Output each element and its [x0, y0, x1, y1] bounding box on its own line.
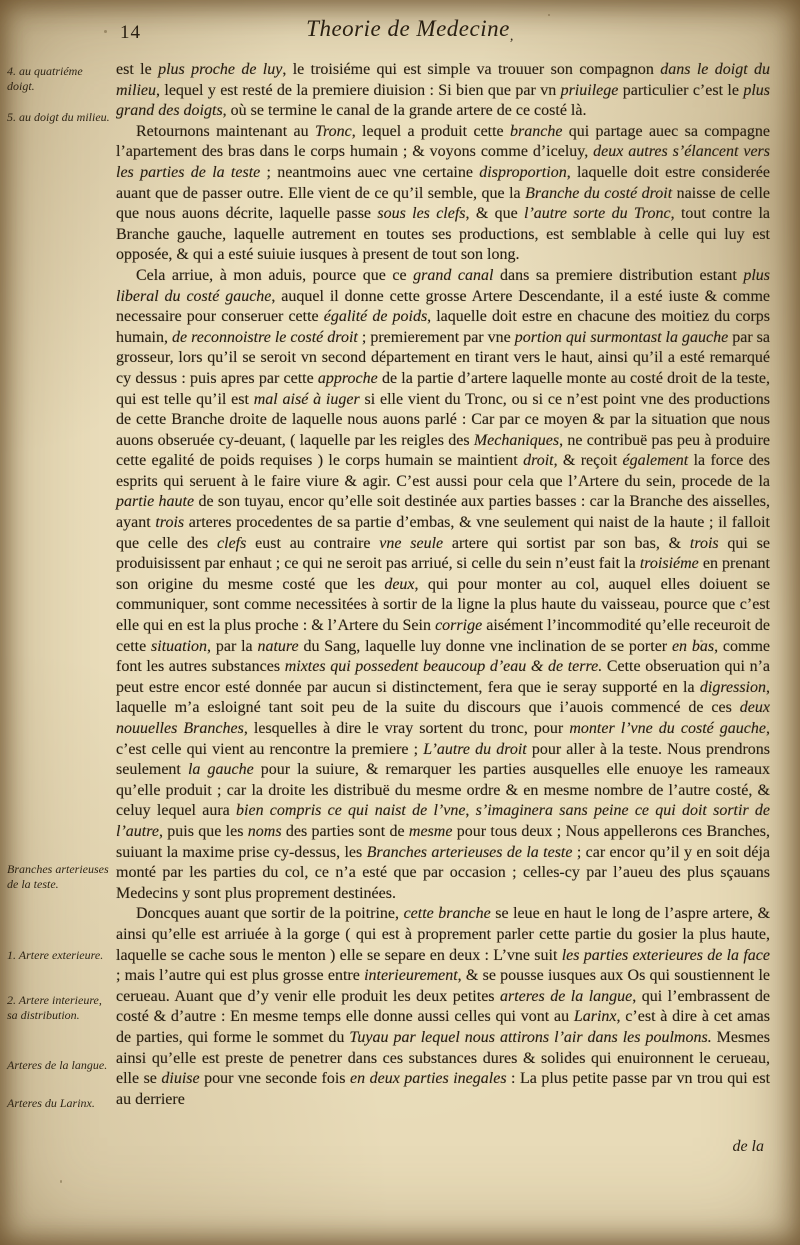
italic-text: nature [257, 637, 299, 655]
roman-text: se leue en haut le long de l’aspre artere, & ainsi qu’elle est arriuée à la gorge ( qui est à proprement parler cette partie du gosier la plus haute, laquelle se cache sous le menton ) elle se separe en deux : L’vne suit [116, 905, 771, 964]
roman-text: Cette obseruation qui n’a peut estre encor esté donnée par aucun si distinctement, fera que ie seray supporté en la [116, 658, 771, 696]
roman-text: , auquel il donne cette grosse Artere Descendante, il a esté iuste & comme necessaire pour conseruer cette [116, 287, 770, 326]
roman-text: Cela arriue, à mon aduis, pource que ce [136, 266, 414, 284]
italic-text: les parties exterieures de la face [561, 946, 770, 964]
italic-text: égalité de poids [323, 308, 428, 326]
roman-text: , lequel a produit cette [351, 122, 510, 140]
italic-text: plus liberal du costé gauche [116, 266, 771, 305]
italic-text: noms [247, 822, 282, 840]
italic-text: deux autres s’élancent vers les parties de la teste [116, 143, 770, 181]
italic-text: la gauche [187, 761, 254, 779]
italic-text: disproportion [479, 163, 567, 181]
roman-text: , laquelle doit estre considerée auant que de passer outre. Elle vient de ce qu’il semble, que la [116, 163, 770, 202]
roman-text: , & que [465, 205, 525, 223]
roman-text: , tout contre la Branche gauche, laquelle autrement en toutes ses productions, est semblable à celle qui luy est opposée, & qui a esté suiuie iusques à present de tout son long. [116, 205, 771, 264]
roman-text: du Sang, laquelle luy donne vne inclination de se porter [298, 637, 672, 655]
italic-text: portion qui surmontast la gauche [514, 328, 729, 346]
italic-text: partie haute [116, 493, 195, 511]
roman-text: , c’est à dire à cet amas de parties, qui forme le sommet du [116, 1008, 770, 1046]
italic-text: clefs [217, 534, 247, 552]
paper-speck [60, 1180, 62, 1183]
roman-text: ; mais l’autre qui est plus grosse entre [116, 967, 365, 985]
italic-text: corrige [435, 617, 483, 635]
italic-text: mixtes qui possedent beaucoup d’eau & de terre. [284, 658, 603, 676]
roman-text: des parties sont de [281, 822, 409, 840]
catchword: de la [732, 1138, 764, 1155]
roman-text: la force des esprits qui seruent à le faire viure & agir. C’est aussi pour cela que l’Artere du sein, procede de la [116, 452, 770, 490]
roman-text: dans sa premiere distribution estant [493, 266, 744, 284]
roman-text: , le troisiéme qui est simple va trouuer son compagnon [282, 61, 661, 78]
italic-text: s’imaginera sans peine ce qui doit sortir de l’autre [116, 802, 771, 840]
paragraph [116, 266, 770, 904]
italic-text: trois [155, 514, 185, 532]
roman-text: , puis que les [158, 822, 248, 840]
roman-text: eust au contraire [246, 534, 380, 552]
italic-text: plus proche de luy [158, 61, 283, 78]
paragraph [116, 904, 770, 1110]
italic-text: en deux parties inegales [350, 1070, 507, 1088]
italic-text: bien compris ce qui naist de l’vne [236, 802, 466, 820]
roman-text: arteres procedentes de sa partie d’embas, & vne seulement qui naist de la haute ; il falloit que celle des [116, 514, 771, 552]
roman-text: artere qui sortist par son bas, & [443, 534, 690, 552]
roman-text: ; premierement par vne [357, 328, 515, 346]
roman-text: , & reçoit [553, 452, 623, 470]
italic-text: droit [523, 452, 554, 470]
roman-text: ; car encor qu’il y en soit déja monté par les parties du col, ce n’a esté que par occasion ; celles-cy par l’aueu des plus sçauans Medecins y sont plus proprement destinées. [116, 843, 770, 902]
roman-text: de son tuyau, encor qu’elle soit destinée aux parties basses : car la Branche des aisselles, ayant [116, 493, 770, 532]
italic-text: L’autre du droit [423, 740, 527, 758]
italic-text: plus grand des doigts [116, 81, 770, 120]
margin-note-middle-finger: 5. au doigt du milieu. [7, 110, 110, 124]
margin-note-interior-artery: 2. Artere interieure, sa distribution. [7, 993, 102, 1023]
roman-text: , ne contribuë pas peu à produire cette egalité de poids requises ) le corps humain se maintient [116, 431, 770, 470]
italic-text: digression [699, 678, 766, 696]
italic-text: sous les clefs [377, 205, 466, 223]
italic-text: mal aisé à iuger [253, 390, 360, 408]
roman-text: par sa grosseur, lors qu’il se seroit vn second département en tirant vers le haut, ainsi qu’il a esté remarqué cy dessus : puis apres par cette [116, 328, 771, 387]
roman-text: Retournons maintenant au [136, 122, 315, 140]
italic-text: deux [384, 575, 415, 593]
italic-text: Tuyau par lequel nous attirons l’air dans les poulmons. [349, 1028, 712, 1046]
page-number: 14 [120, 22, 141, 43]
italic-text: situation [151, 637, 208, 655]
margin-note-head-branches: Branches arterieuses de la teste. [7, 862, 109, 892]
roman-text: qui partage auec sa compagne l’apartement des bras dans le corps humain ; & voyons comme d’iceluy, [116, 122, 771, 161]
italic-text: grand canal [413, 266, 494, 284]
roman-text: , qui l’embrassent de costé & d’autre : En mesme temps elle donne aussi celles qui vont au [116, 987, 770, 1026]
roman-text: , comme font les autres substances [116, 637, 771, 676]
running-head-text: Theorie de Medecine [306, 16, 510, 41]
roman-text: naisse de celle que nous auons décrite, laquelle passe [116, 184, 770, 223]
italic-text: Tronc [314, 122, 352, 140]
italic-text: priuilege [560, 81, 619, 99]
roman-text: , [465, 802, 476, 820]
running-head-flourish: , [509, 29, 514, 44]
italic-text: branche [510, 122, 563, 140]
roman-text: Doncques auant que sortir de la poitrine, [136, 905, 404, 923]
roman-text: , & se pousse iusques aux Os qui soustiennent le cerueau. Auant que d’y venir elle produit les deux petites [116, 967, 770, 1005]
italic-text: également [622, 452, 689, 470]
roman-text: , laquelle doit estre en chacune des moitiez du corps humain, [116, 308, 770, 346]
margin-note-larynx-arteries: Arteres du Larinx. [7, 1096, 95, 1110]
italic-text: en bas [671, 637, 715, 655]
roman-text: ; neantmoins auec vne certaine [260, 163, 480, 181]
italic-text: deux nouuelles Branches [116, 699, 770, 737]
roman-text: , laquelle m’a esloigné tant soit peu de la suite du discours que i’auois commencé de ces [116, 678, 770, 717]
roman-text: , lequel y est resté de la premiere diuision : Si bien que par vn [156, 81, 561, 99]
roman-text: , lesquelles à dire le vray sortent du tronc, pour [243, 720, 570, 737]
italic-text: dans le doigt du milieu [116, 61, 771, 99]
italic-text: troisiéme [639, 555, 699, 573]
roman-text: Mesmes ainsi qu’elle est preste de penetrer dans ces substances dures & solides qui enuironnent le cerueau, elle se [116, 1028, 771, 1088]
roman-text: , c’est celle qui vient au rencontre la premiere ; [116, 720, 771, 758]
italic-text: diuise [161, 1070, 200, 1088]
paragraph [116, 122, 770, 266]
margin-note-exterior-artery: 1. Artere exterieure. [7, 948, 104, 962]
roman-text: pour vne seconde fois [199, 1070, 351, 1088]
italic-text: trois [689, 534, 719, 552]
italic-text: mesme [408, 822, 453, 840]
roman-text: , qui pour monter au col, auquel elles doiuent se communiquer, sont comme necessitées à sortir de la ligne la plus haute du vaisseau, pource que c’est elle qui en est la plus proche : & l’Artere du Sein [116, 575, 771, 635]
roman-text: qui se produisissent par enhaut ; ce qui ne seroit pas arriué, si celle du sein n’eust fait la [116, 534, 771, 573]
margin-note-tongue-arteries: Arteres de la langue. [7, 1058, 108, 1072]
italic-text: cette branche [403, 905, 491, 923]
roman-text: : La plus petite passe par vn trou qui est au derriere [116, 1070, 771, 1108]
roman-text: , où se termine le canal de la grande artere de ce costé là. [222, 102, 587, 120]
italic-text: monter l’vne du costé gauche [569, 720, 767, 737]
italic-text: Mechaniques [473, 431, 560, 449]
roman-text: aisément l’incommodité qu’elle receuroit de cette [116, 617, 770, 655]
roman-text: est le [116, 61, 159, 78]
roman-text: , par la [207, 637, 258, 655]
running-head-title [100, 16, 720, 45]
italic-text: de reconnoistre le costé droit [172, 328, 358, 346]
paragraph [116, 60, 770, 122]
roman-text: si elle vient du Tronc, ou si ce n’est point vne des productions de cette Branche droite de laquelle nous auons parlé : Car par ce moyen & par la situation que nous auons obseruée cy-deuant, ( laquelle par les reigles des [116, 390, 771, 449]
italic-text: Branches arterieuses de la teste [366, 843, 573, 861]
margin-note-fourth-finger: 4. au quatriéme doigt. [7, 64, 83, 94]
italic-text: approche [317, 369, 378, 387]
italic-text: Branche du costé droit [525, 184, 673, 202]
roman-text: pour la suiure, & remarquer les parties ausquelles elle enuoye les rameaux qu’elle produit ; car la droite les distribuë du mesme ordre & en mesme nombre de l’autre costé, & celuy lequel aura [116, 761, 770, 820]
roman-text: pour tous deux ; Nous appellerons ces Branches, suiuant la maxime prise cy-dessus, les [116, 822, 771, 861]
italic-text: arteres de la langue [500, 987, 633, 1005]
roman-text: particulier c’est le [618, 81, 744, 99]
roman-text: en prenant son origine du mesme costé que les [116, 555, 770, 593]
roman-text: de la partie d’artere laquelle monte au costé droit de la teste, qui est telle qu’il est [116, 369, 770, 408]
italic-text: vne seule [379, 534, 444, 552]
body-text [116, 60, 770, 1110]
italic-text: interieurement [364, 967, 458, 985]
roman-text: pour aller à la teste. Nous prendrons seulement [116, 740, 771, 779]
italic-text: l’autre sorte du Tronc [524, 205, 671, 223]
italic-text: Larinx [573, 1008, 617, 1026]
